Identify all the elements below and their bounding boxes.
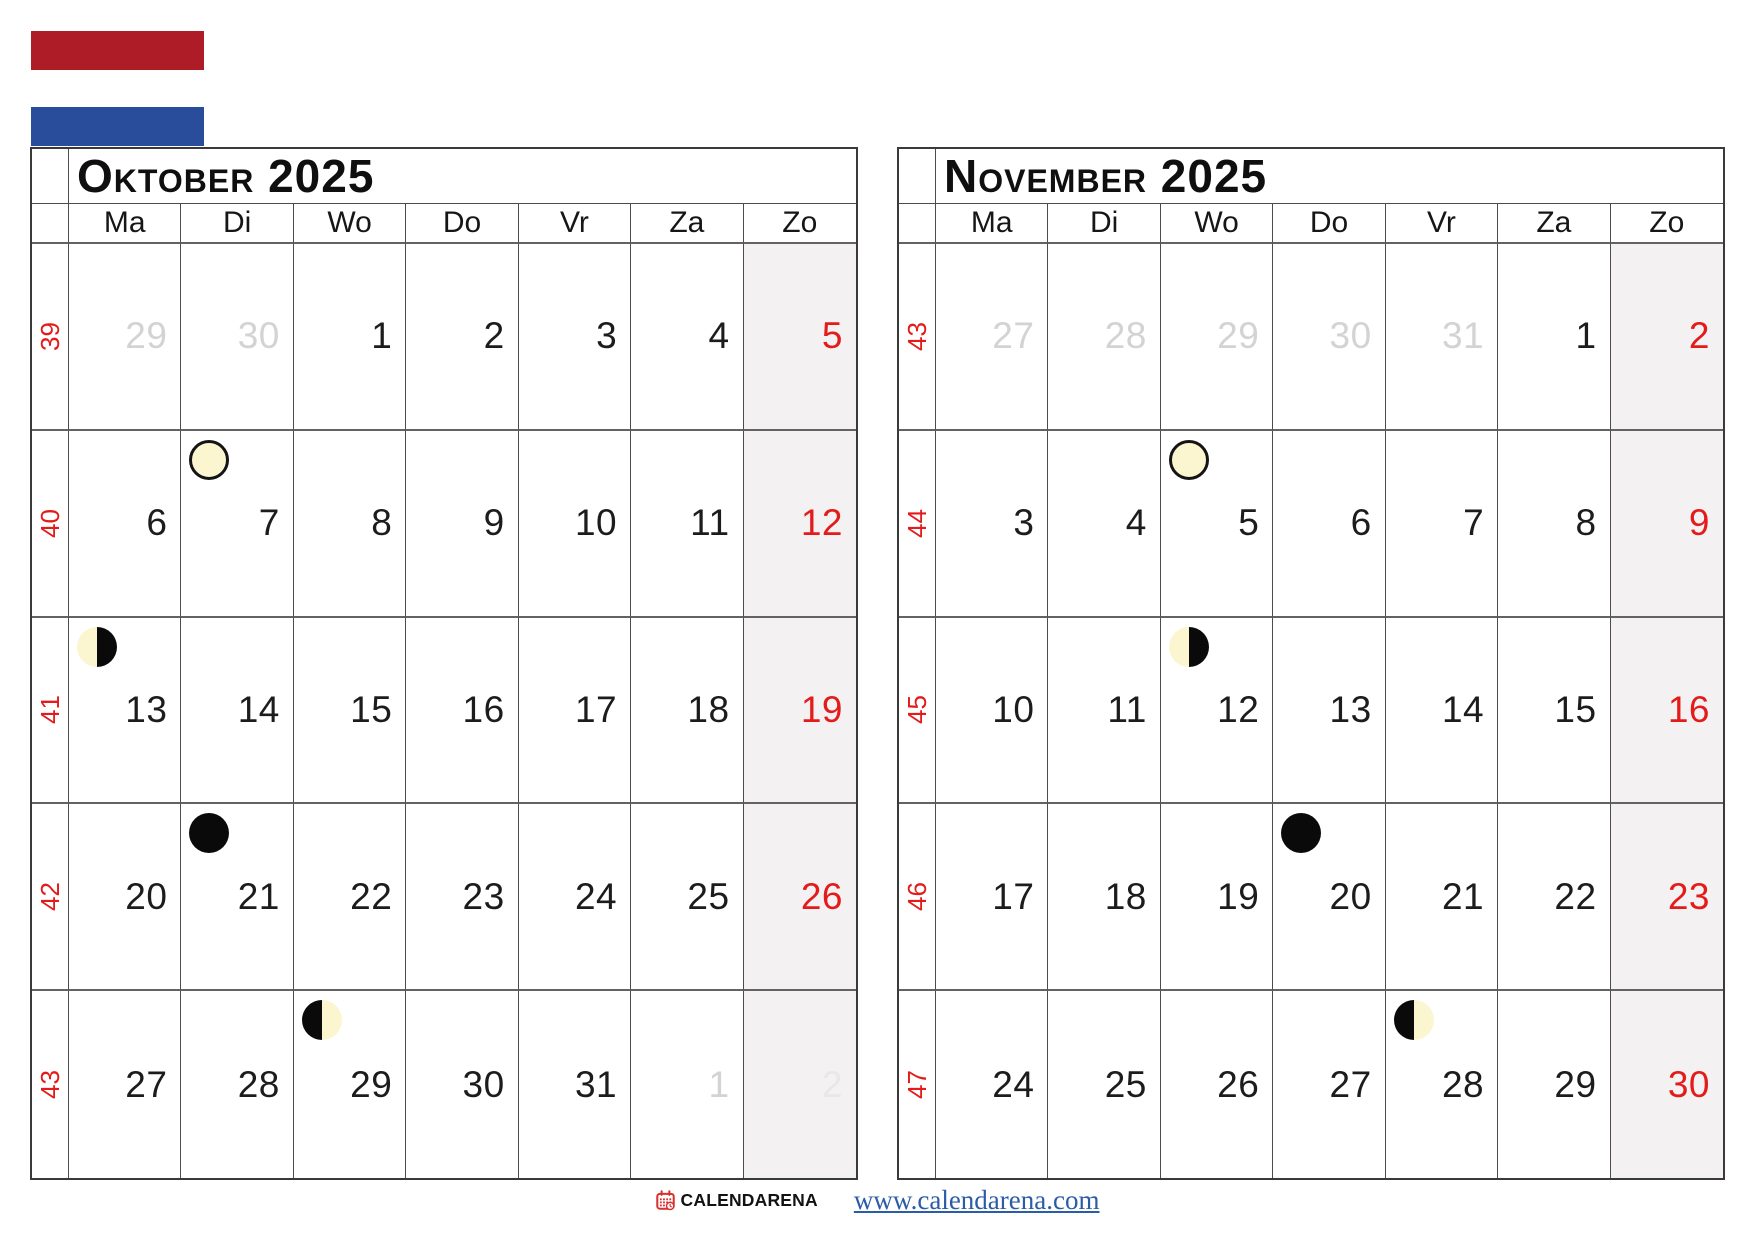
week-number	[32, 618, 69, 805]
day-number: 16	[462, 688, 505, 730]
day-header-wo: Wo	[294, 204, 406, 244]
flag-red-stripe	[31, 31, 204, 70]
day-cell	[1386, 804, 1498, 991]
day-cell	[1611, 244, 1723, 431]
day-number: 28	[1104, 315, 1147, 357]
day-cell	[1498, 244, 1610, 431]
week-number-label: 40	[34, 508, 65, 538]
new-moon-icon	[189, 813, 229, 853]
netherlands-flag	[31, 31, 204, 146]
day-number: 11	[690, 502, 730, 544]
day-cell	[1386, 991, 1498, 1178]
day-number: 12	[800, 502, 843, 544]
day-header-di: Di	[181, 204, 293, 244]
day-cell	[1498, 618, 1610, 805]
day-cell	[294, 618, 406, 805]
day-cell	[1161, 991, 1273, 1178]
day-number: 27	[125, 1063, 168, 1105]
day-cell	[631, 431, 743, 618]
day-cell	[936, 618, 1048, 805]
day-cell	[1386, 431, 1498, 618]
day-number: 3	[1013, 502, 1035, 544]
week-number	[32, 991, 69, 1178]
day-cell	[1048, 618, 1160, 805]
week-number	[899, 618, 936, 805]
last-quarter-moon-icon	[1169, 627, 1209, 667]
day-number: 27	[992, 315, 1035, 357]
calendar-icon	[655, 1190, 676, 1211]
day-cell	[936, 804, 1048, 991]
day-number: 15	[350, 688, 393, 730]
day-cell	[744, 991, 856, 1178]
day-number: 27	[1329, 1063, 1372, 1105]
day-number: 22	[1554, 875, 1597, 917]
day-number: 8	[1575, 502, 1597, 544]
day-header-row-spacer	[32, 204, 69, 244]
week-number-label: 39	[34, 321, 65, 351]
day-number: 26	[1217, 1063, 1260, 1105]
week-number-label: 43	[34, 1070, 65, 1100]
day-number: 2	[483, 315, 505, 357]
day-cell	[1273, 244, 1385, 431]
day-number: 14	[237, 688, 280, 730]
day-number: 21	[237, 875, 280, 917]
day-number: 15	[1554, 688, 1597, 730]
day-cell	[1161, 804, 1273, 991]
day-cell	[294, 804, 406, 991]
day-cell	[181, 618, 293, 805]
day-cell	[1611, 431, 1723, 618]
day-cell	[1611, 991, 1723, 1178]
day-number: 31	[574, 1063, 618, 1105]
day-cell	[406, 431, 518, 618]
day-number: 18	[687, 688, 730, 730]
day-number: 5	[1238, 502, 1260, 544]
week-number-label: 44	[901, 508, 932, 538]
month-title: Oktober 2025	[69, 149, 856, 204]
day-number: 28	[237, 1063, 280, 1105]
day-number: 25	[1104, 1063, 1147, 1105]
day-number: 4	[708, 315, 730, 357]
day-number: 1	[1575, 315, 1597, 357]
day-cell	[69, 431, 181, 618]
day-cell	[1048, 991, 1160, 1178]
day-cell	[69, 618, 181, 805]
flag-blue-stripe	[31, 107, 204, 146]
day-cell	[69, 244, 181, 431]
day-number: 29	[125, 315, 168, 357]
day-cell	[1273, 431, 1385, 618]
day-header-vr: Vr	[519, 204, 631, 244]
day-number: 7	[1463, 502, 1485, 544]
day-cell	[631, 618, 743, 805]
week-number-label: 45	[901, 695, 932, 725]
day-header-vr: Vr	[1386, 204, 1498, 244]
day-cell	[519, 618, 631, 805]
day-cell	[744, 618, 856, 805]
day-cell	[1498, 804, 1610, 991]
brand-name: CALENDARENA	[680, 1189, 818, 1210]
day-cell	[181, 804, 293, 991]
day-number: 24	[574, 875, 618, 917]
full-moon-icon	[1169, 440, 1209, 480]
day-header-ma: Ma	[936, 204, 1048, 244]
week-number	[899, 431, 936, 618]
day-header-wo: Wo	[1161, 204, 1273, 244]
day-number: 13	[1329, 688, 1372, 730]
day-number: 30	[462, 1063, 505, 1105]
day-cell	[1161, 618, 1273, 805]
day-cell	[936, 431, 1048, 618]
day-number: 21	[1441, 875, 1485, 917]
first-quarter-moon-icon	[302, 1000, 342, 1040]
week-number	[899, 804, 936, 991]
day-cell	[936, 991, 1048, 1178]
website-link[interactable]: www.calendarena.com	[853, 1184, 1100, 1215]
day-number: 28	[1441, 1063, 1485, 1105]
day-cell	[181, 244, 293, 431]
day-cell	[1611, 618, 1723, 805]
day-header-do: Do	[1273, 204, 1385, 244]
full-moon-icon	[189, 440, 229, 480]
day-cell	[294, 991, 406, 1178]
footer	[0, 1180, 1754, 1220]
day-number: 23	[1667, 875, 1710, 917]
day-number: 2	[821, 1063, 843, 1105]
month-title: November 2025	[936, 149, 1723, 204]
week-number	[32, 804, 69, 991]
day-cell	[631, 804, 743, 991]
day-number: 14	[1441, 688, 1485, 730]
day-number: 6	[146, 502, 168, 544]
day-number: 10	[574, 502, 618, 544]
day-number: 2	[1688, 315, 1710, 357]
day-cell	[1611, 804, 1723, 991]
day-cell	[69, 991, 181, 1178]
day-cell	[631, 991, 743, 1178]
day-cell	[406, 244, 518, 431]
day-number: 30	[237, 315, 280, 357]
week-number-label: 47	[901, 1070, 932, 1100]
day-number: 1	[371, 315, 393, 357]
day-number: 20	[1329, 875, 1372, 917]
day-cell	[744, 244, 856, 431]
day-number: 24	[992, 1063, 1035, 1105]
calendar-month-october	[30, 147, 858, 1180]
week-number-label: 43	[901, 321, 932, 351]
day-number: 17	[574, 688, 618, 730]
calendar-month-november	[897, 147, 1725, 1180]
day-number: 1	[708, 1063, 730, 1105]
day-cell	[519, 991, 631, 1178]
day-number: 22	[350, 875, 393, 917]
week-number-label: 42	[34, 882, 65, 912]
day-cell	[631, 244, 743, 431]
day-cell	[1048, 244, 1160, 431]
day-number: 25	[687, 875, 730, 917]
week-number	[899, 991, 936, 1178]
day-number: 19	[1217, 875, 1260, 917]
day-cell	[1386, 618, 1498, 805]
day-cell	[69, 804, 181, 991]
day-cell	[1386, 244, 1498, 431]
day-number: 23	[462, 875, 505, 917]
day-cell	[1273, 804, 1385, 991]
day-number: 11	[1107, 688, 1147, 730]
day-number: 5	[821, 315, 843, 357]
title-row-spacer	[899, 149, 936, 204]
day-cell	[181, 431, 293, 618]
day-cell	[1273, 991, 1385, 1178]
day-cell	[294, 431, 406, 618]
day-header-za: Za	[631, 204, 743, 244]
day-cell	[1161, 431, 1273, 618]
week-number	[899, 244, 936, 431]
day-number: 9	[1688, 502, 1710, 544]
day-cell	[294, 244, 406, 431]
day-number: 6	[1350, 502, 1372, 544]
day-cell	[181, 991, 293, 1178]
day-cell	[1273, 618, 1385, 805]
day-header-za: Za	[1498, 204, 1610, 244]
new-moon-icon	[1281, 813, 1321, 853]
day-cell	[519, 431, 631, 618]
day-number: 12	[1217, 688, 1260, 730]
day-number: 13	[125, 688, 168, 730]
day-number: 29	[350, 1063, 393, 1105]
day-header-do: Do	[406, 204, 518, 244]
day-number: 16	[1667, 688, 1710, 730]
day-number: 18	[1104, 875, 1147, 917]
day-cell	[519, 804, 631, 991]
day-number: 20	[125, 875, 168, 917]
day-header-zo: Zo	[1611, 204, 1723, 244]
day-number: 30	[1667, 1063, 1710, 1105]
day-number: 26	[800, 875, 843, 917]
day-cell	[744, 804, 856, 991]
day-cell	[936, 244, 1048, 431]
title-row-spacer	[32, 149, 69, 204]
day-header-row-spacer	[899, 204, 936, 244]
first-quarter-moon-icon	[1394, 1000, 1434, 1040]
day-number: 17	[992, 875, 1035, 917]
brand-logo	[655, 1190, 818, 1211]
day-header-ma: Ma	[69, 204, 181, 244]
day-number: 29	[1217, 315, 1260, 357]
day-number: 4	[1125, 502, 1147, 544]
day-number: 31	[1441, 315, 1485, 357]
day-number: 19	[800, 688, 843, 730]
day-cell	[1498, 991, 1610, 1178]
day-cell	[1498, 431, 1610, 618]
day-cell	[406, 804, 518, 991]
day-cell	[744, 431, 856, 618]
week-number-label: 46	[901, 882, 932, 912]
week-number-label: 41	[34, 695, 65, 725]
day-number: 29	[1554, 1063, 1597, 1105]
day-number: 3	[596, 315, 618, 357]
day-cell	[1048, 431, 1160, 618]
day-number: 10	[992, 688, 1035, 730]
day-number: 7	[258, 502, 280, 544]
day-header-di: Di	[1048, 204, 1160, 244]
day-cell	[519, 244, 631, 431]
last-quarter-moon-icon	[77, 627, 117, 667]
day-cell	[1048, 804, 1160, 991]
day-cell	[406, 618, 518, 805]
week-number	[32, 244, 69, 431]
week-number	[32, 431, 69, 618]
day-cell	[1161, 244, 1273, 431]
day-number: 30	[1329, 315, 1372, 357]
day-number: 8	[371, 502, 393, 544]
day-cell	[406, 991, 518, 1178]
day-number: 9	[483, 502, 505, 544]
day-header-zo: Zo	[744, 204, 856, 244]
